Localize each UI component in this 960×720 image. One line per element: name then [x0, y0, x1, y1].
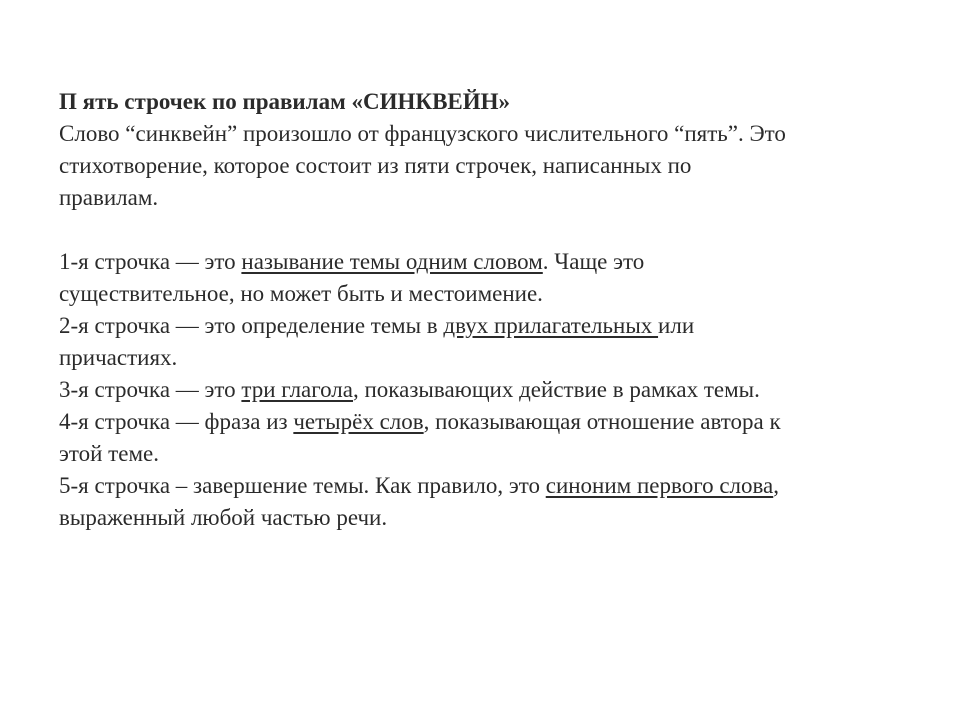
rule-4-continuation: этой теме.: [59, 441, 159, 466]
rule-text: . Чаще это: [542, 249, 645, 274]
rule-text: или: [658, 313, 695, 338]
rule-text: 5-я строчка – завершение темы. Как правило, это: [59, 473, 546, 498]
rule-3: [59, 374, 919, 406]
underlined-term: синоним первого слова: [545, 473, 774, 498]
rule-text: 2-я строчка — это определение темы в: [59, 313, 444, 338]
underlined-term: двух прилагательных: [443, 313, 659, 338]
rule-1: [59, 246, 919, 278]
intro-line: стихотворение, которое состоит из пяти строчек, написанных по: [59, 153, 692, 178]
spacer: [59, 214, 919, 246]
rule-text: 1-я строчка — это: [59, 249, 242, 274]
rule-2: [59, 310, 919, 342]
rule-5-continuation: выраженный любой частью речи.: [59, 505, 388, 530]
rule-1-continuation: существительное, но может быть и местоимение.: [59, 281, 543, 306]
rule-text: , показывающая отношение автора к: [423, 409, 781, 434]
rule-2-continuation: причастиях.: [59, 345, 178, 370]
rule-4: [59, 406, 919, 438]
rule-text: 3-я строчка — это: [59, 377, 242, 402]
rule-text: 4-я строчка — фраза из: [59, 409, 294, 434]
intro-line: правилам.: [59, 185, 159, 210]
rule-5: [59, 470, 919, 502]
intro-line: Слово “синквейн” произошло от французского числительного “пять”. Это: [59, 121, 786, 146]
underlined-term: четырёх слов: [293, 409, 424, 434]
underlined-term: называние темы одним словом: [241, 249, 543, 274]
underlined-term: три глагола: [241, 377, 353, 402]
rule-text: , показывающих действие в рамках темы.: [353, 377, 760, 402]
text-block: [59, 86, 919, 534]
rule-text: ,: [773, 473, 780, 498]
slide-title: П ять строчек по правилам «СИНКВЕЙН»: [59, 89, 511, 114]
